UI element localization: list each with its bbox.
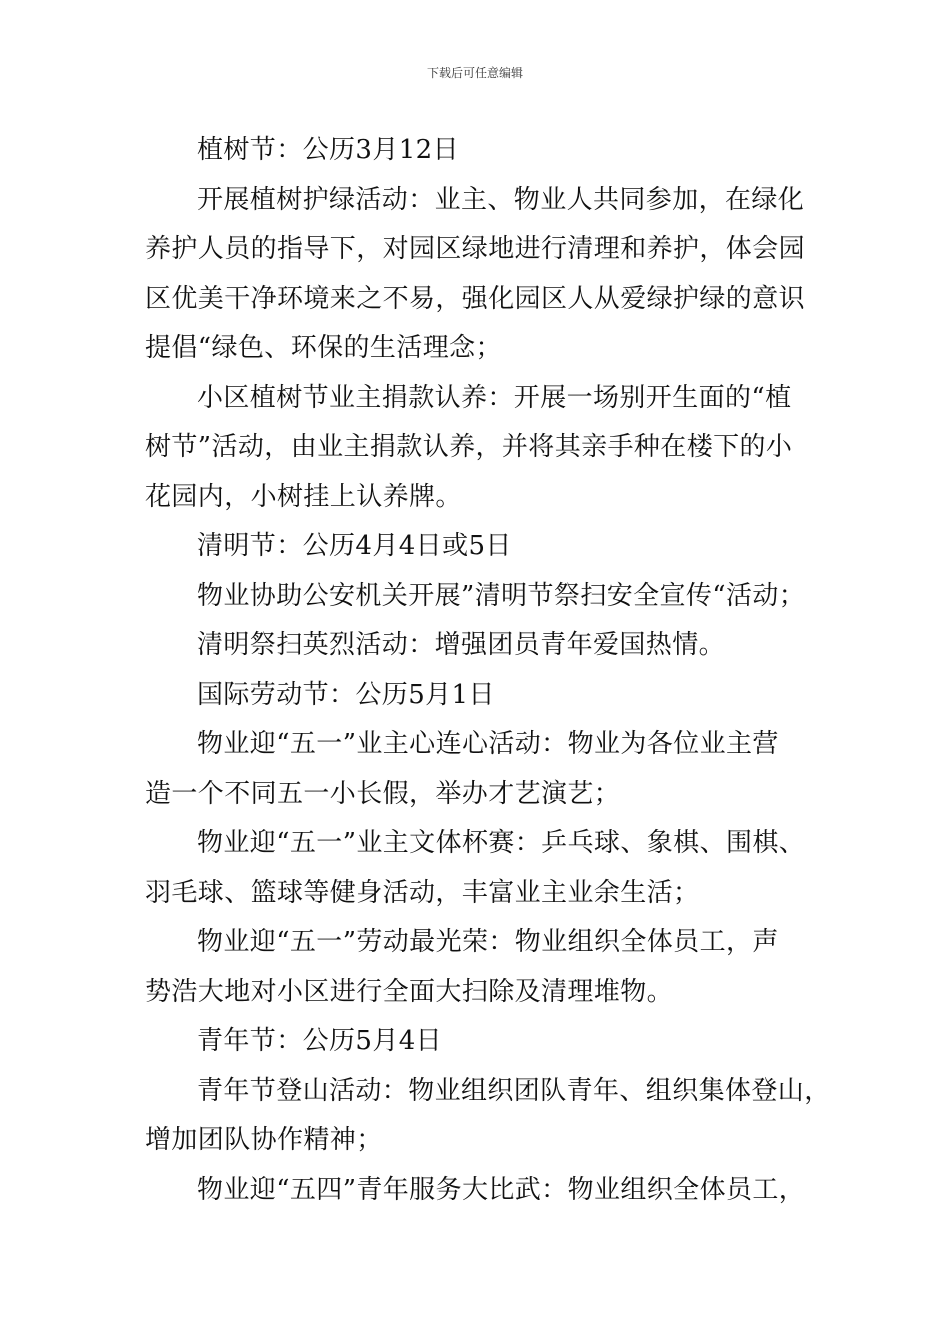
paragraph-line: 提倡“绿色、环保的生活理念；	[145, 333, 502, 363]
paragraph-line: 花园内，小树挂上认养牌。	[145, 481, 462, 512]
paragraph-line: 势浩大地对小区进行全面大扫除及清理堆物。	[145, 976, 674, 1007]
paragraph-line: 增加团队协作精神；	[145, 1125, 383, 1155]
paragraph-line: 养护人员的指导下，对园区绿地进行清理和养护，体会园	[145, 234, 806, 264]
page-header-note: 下载后可任意编辑	[426, 66, 523, 80]
paragraph-line: 物业迎“五一”劳动最光荣：物业组织全体员工，声	[197, 927, 779, 957]
heading-youth-day: 青年节：公历5月4日	[197, 1026, 443, 1056]
paragraph-line: 物业迎“五一”业主心连心活动：物业为各位业主营	[197, 729, 779, 759]
paragraph-line: 物业协助公安机关开展”清明节祭扫安全宣传“活动；	[197, 580, 806, 611]
paragraph-line: 物业迎“五一”业主文体杯赛：乒乓球、象棋、围棋、	[197, 828, 806, 858]
heading-labor-day: 国际劳动节：公历5月1日	[197, 679, 495, 710]
paragraph-line: 区优美干净环境来之不易，强化园区人从爱绿护绿的意识	[145, 283, 806, 314]
paragraph-line: 开展植树护绿活动：业主、物业人共同参加，在绿化	[197, 184, 805, 215]
paragraph-line: 清明祭扫英烈活动：增强团员青年爱国热情。	[197, 630, 726, 660]
paragraph-line: 青年节登山活动：物业组织团队青年、组织集体登山，	[197, 1075, 831, 1106]
paragraph-line: 羽毛球、篮球等健身活动，丰富业主业余生活；	[145, 877, 700, 908]
paragraph-line: 造一个不同五一小长假，举办才艺演艺；	[145, 778, 621, 809]
paragraph-line: 物业迎“五四”青年服务大比武：物业组织全体员工，	[197, 1174, 806, 1205]
paragraph-line: 树节”活动，由业主捐款认养，并将其亲手种在楼下的小	[145, 432, 793, 462]
document-body	[145, 126, 831, 1215]
paragraph-line: 小区植树节业主捐款认养：开展一场别开生面的“植	[197, 382, 792, 413]
heading-arbor-day: 植树节：公历3月12日	[197, 135, 460, 165]
heading-qingming: 清明节：公历4月4日或5日	[197, 531, 512, 561]
